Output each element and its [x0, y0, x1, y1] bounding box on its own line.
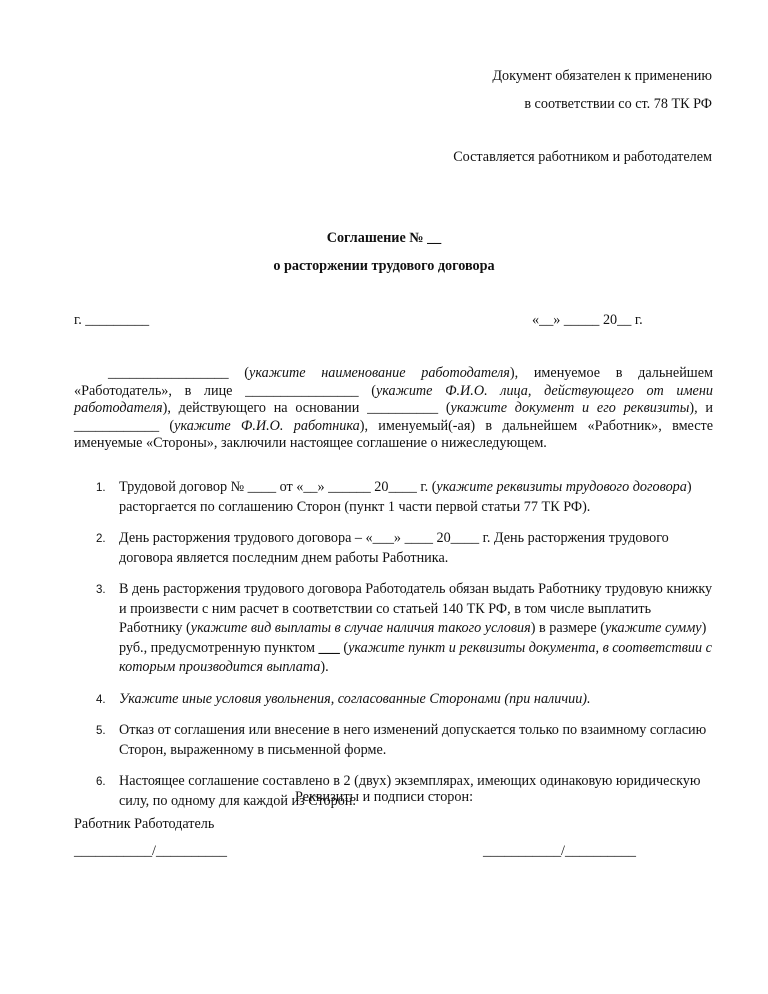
- date-field: «__» _____ 20__ г.: [532, 312, 643, 328]
- terms-list: [74, 478, 714, 823]
- preamble-paragraph: _________________ (укажите наименование работодателя), именуемое в дальнейшем «Работодатель», в лице ________________ (укажите Ф.И.О. лица, действующего от имени работодателя), действующего на основании __________ (укажите документ и его реквизиты), и ____________ (укажите Ф.И.О. работника), именуемый(-ая) в дальнейшем «Работник», вместе именуемые «Стороны», заключили настоящее соглашение о нижеследующем.: [74, 365, 713, 452]
- employee-signature-line: ___________/__________: [74, 843, 227, 859]
- signatures-heading: Реквизиты и подписи сторон:: [294, 789, 474, 805]
- item-number: 5.: [96, 725, 106, 737]
- item-number: 6.: [96, 776, 106, 788]
- list-item: 6. Настоящее соглашение составлено в 2 (двух) экземплярах, имеющих одинаковую юридическую силу, по одному для каждой из Сторон.: [96, 773, 701, 809]
- document-subtitle: о расторжении трудового договора: [273, 258, 495, 274]
- header-compiled-by: Составляется работником и работодателем: [453, 149, 712, 165]
- header-mandatory-line: Документ обязателен к применению: [492, 68, 712, 84]
- item-number: 1.: [96, 482, 106, 494]
- employer-signature-line: ___________/__________: [483, 843, 636, 859]
- list-item: 3. В день расторжения трудового договора Работодатель обязан выдать Работнику трудовую книжку и произвести с ним расчет в соответствии со статьей 140 ТК РФ, в том числе выплатить Работнику (укажите вид выплаты в случае наличия такого условия) в размере (укажите сумму) руб., предусмотренную пунктом ___ (укажите пункт и реквизиты документа, в соответствии с которым производится выплата).: [96, 581, 713, 675]
- header-article-line: в соответствии со ст. 78 ТК РФ: [524, 96, 712, 112]
- list-item: 2. День расторжения трудового договора – «___» ____ 20____ г. День расторжения трудового договора является последним днем работы Работника.: [96, 530, 669, 566]
- signature-parties: Работник Работодатель: [74, 816, 215, 832]
- item-number: 2.: [96, 533, 106, 545]
- list-item: 1. Трудовой договор № ____ от «__» ______ 20____ г. (укажите реквизиты трудового договора) расторгается по соглашению Сторон (пункт 1 части первой статьи 77 ТК РФ).: [96, 479, 692, 515]
- list-item: 5. Отказ от соглашения или внесение в него изменений допускается только по взаимному согласию Сторон, выраженному в письменной форме.: [96, 722, 707, 758]
- item-number: 3.: [96, 584, 106, 596]
- list-item: 4. Укажите иные условия увольнения, согласованные Сторонами (при наличии).: [74, 690, 714, 710]
- document-title: Соглашение № __: [326, 230, 442, 246]
- city-field: г. _________: [74, 312, 150, 328]
- item-number: 4.: [96, 693, 106, 706]
